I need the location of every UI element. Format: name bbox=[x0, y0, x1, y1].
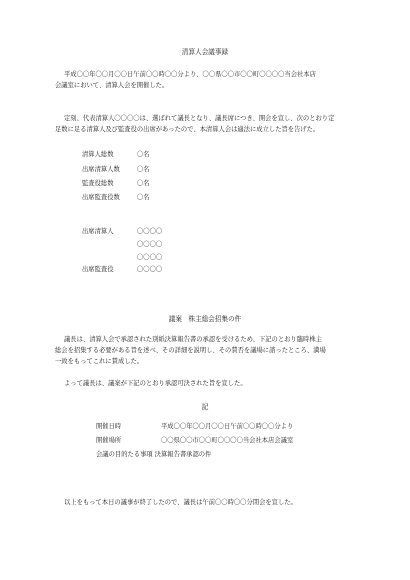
agenda-paragraph bbox=[55, 334, 355, 367]
attending-liquidators-label: 出席清算人 bbox=[82, 228, 114, 235]
count-value-liquidators-total: 〇名 bbox=[137, 151, 150, 158]
document-title: 清算人会議事録 bbox=[181, 48, 229, 56]
count-label-auditors-total: 監査役総数 bbox=[82, 180, 114, 187]
agenda-line-3: 一致をもってこれに賛成した。 bbox=[55, 358, 144, 365]
attending-liquidator-name: 〇〇〇〇 bbox=[137, 241, 163, 248]
count-value-liquidators-present: 〇名 bbox=[137, 166, 150, 173]
chair-line-1: 定刻、代表清算人〇〇〇〇は、選ばれて議長となり、議長席につき、開会を宣し、次のとおり定 bbox=[64, 115, 335, 122]
resolution-sentence: よって議長は、議案が下記のとおり承認可決された旨を宣した。 bbox=[64, 380, 247, 387]
opening-paragraph bbox=[55, 69, 355, 91]
meeting-purpose: 会議の目的たる事項 決算報告書承認の件 bbox=[96, 451, 212, 458]
meeting-place-value: 〇〇県〇〇市〇〇町〇〇〇〇当会社本店会議室 bbox=[161, 437, 294, 444]
attending-liquidator-name: 〇〇〇〇 bbox=[137, 254, 163, 261]
attending-auditor-label: 出席監査役 bbox=[82, 266, 114, 273]
opening-line-1: 平成〇〇年〇〇月〇〇日午前〇〇時〇〇分より、〇〇県〇〇市〇〇町〇〇〇〇当会社本店 bbox=[64, 71, 316, 78]
closing-sentence: 以上をもって本日の議事が終了したので、議長は午前〇〇時〇〇分閉会を宣した。 bbox=[64, 499, 297, 506]
count-label-liquidators-present: 出席清算人数 bbox=[82, 166, 120, 173]
agenda-line-1: 議長は、清算人会で承認された別紙決算報告書の承認を受けるため、下記のとおり臨時株主 bbox=[64, 336, 322, 343]
count-value-auditors-present: 〇名 bbox=[137, 194, 150, 201]
agenda-title: 議案 株主総会招集の件 bbox=[168, 315, 242, 323]
meeting-place-label: 開催場所 bbox=[96, 437, 122, 444]
chair-line-2: 足数に足る清算人及び監査役の出席があったので、本清算人会は適法に成立した旨を告げた。 bbox=[55, 126, 320, 133]
count-label-liquidators-total: 清算人総数 bbox=[82, 151, 114, 158]
count-value-auditors-total: 〇名 bbox=[137, 180, 150, 187]
opening-line-2: 会議室において、清算人会を開催した。 bbox=[55, 82, 169, 89]
meeting-datetime-value: 平成〇〇年〇〇月〇〇日午前〇〇時〇〇分より bbox=[161, 423, 294, 430]
agenda-line-2: 総会を招集する必要がある旨を述べ、その詳細を説明し、その賛否を議場に諮ったところ、満場 bbox=[55, 347, 326, 354]
attending-liquidator-name: 〇〇〇〇 bbox=[137, 228, 163, 235]
chair-paragraph bbox=[55, 113, 355, 135]
attending-auditor-name: 〇〇〇〇 bbox=[137, 266, 163, 273]
ki-heading: 記 bbox=[201, 403, 209, 411]
count-label-auditors-present: 出席監査役数 bbox=[82, 194, 120, 201]
meeting-datetime-label: 開催日時 bbox=[96, 423, 122, 430]
